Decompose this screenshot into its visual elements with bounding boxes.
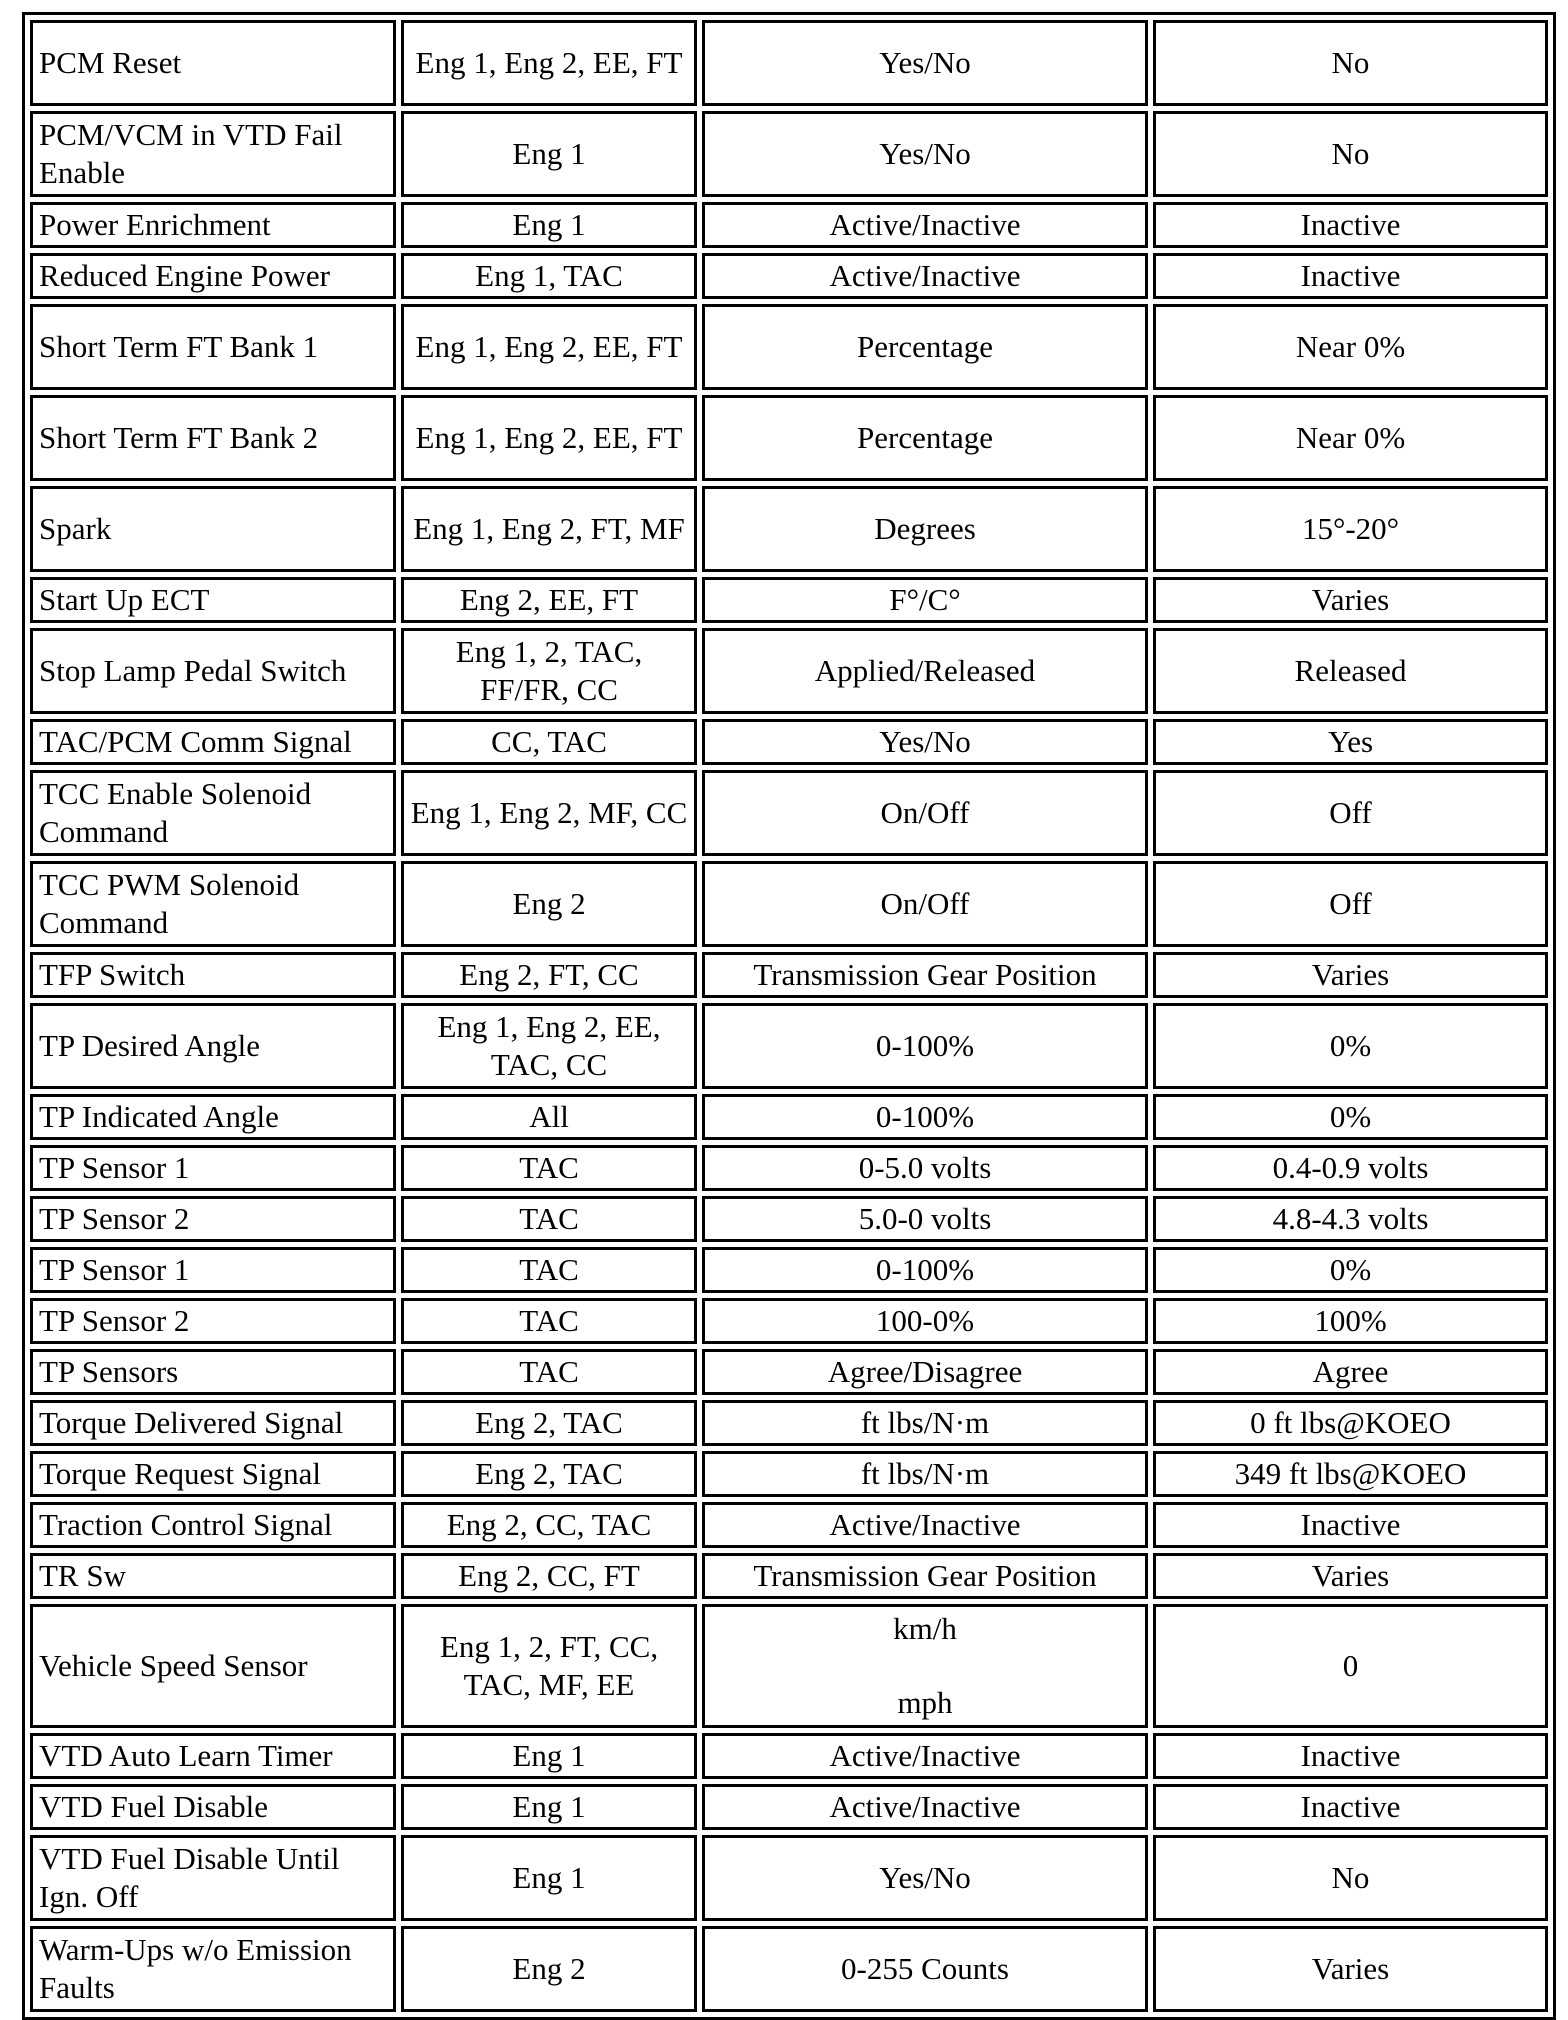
table-row (30, 1003, 1548, 1089)
parameter-cell: VTD Auto Learn Timer (30, 1733, 396, 1779)
units-cell: Active/Inactive (702, 1784, 1148, 1830)
typical-value-cell: Inactive (1153, 1733, 1548, 1779)
units-cell: Active/Inactive (702, 1733, 1148, 1779)
typical-value-cell: Inactive (1153, 202, 1548, 248)
parameter-cell: VTD Fuel Disable (30, 1784, 396, 1830)
table-row (30, 304, 1548, 390)
table-row (30, 861, 1548, 947)
typical-value-cell: Near 0% (1153, 304, 1548, 390)
typical-value-cell: Varies (1153, 1553, 1548, 1599)
typical-value-cell: Inactive (1153, 1502, 1548, 1548)
typical-value-cell: No (1153, 1835, 1548, 1921)
data-list-cell: Eng 1 (401, 111, 697, 197)
data-list-cell: Eng 1, Eng 2, EE, FT (401, 395, 697, 481)
data-list-cell: Eng 1, TAC (401, 253, 697, 299)
data-list-cell: All (401, 1094, 697, 1140)
data-list-cell: Eng 1 (401, 1784, 697, 1830)
units-cell: 0-100% (702, 1247, 1148, 1293)
data-list-cell: TAC (401, 1349, 697, 1395)
units-cell: ft lbs/N·m (702, 1451, 1148, 1497)
units-cell: Yes/No (702, 719, 1148, 765)
parameter-cell: PCM Reset (30, 20, 396, 106)
parameter-cell: Short Term FT Bank 1 (30, 304, 396, 390)
data-list-cell: TAC (401, 1247, 697, 1293)
table-row (30, 952, 1548, 998)
table-row (30, 1733, 1548, 1779)
parameter-cell: Start Up ECT (30, 577, 396, 623)
typical-value-cell: Varies (1153, 577, 1548, 623)
units-cell: Yes/No (702, 20, 1148, 106)
typical-value-cell: 0.4-0.9 volts (1153, 1145, 1548, 1191)
table-row (30, 1926, 1548, 2012)
units-line: mph (897, 1685, 953, 1720)
units-cell: ft lbs/N·m (702, 1400, 1148, 1446)
table-body (30, 20, 1548, 2012)
typical-value-cell: Off (1153, 861, 1548, 947)
units-cell: 0-100% (702, 1094, 1148, 1140)
data-list-cell: Eng 2, TAC (401, 1451, 697, 1497)
parameter-cell: TP Desired Angle (30, 1003, 396, 1089)
table-row (30, 1835, 1548, 1921)
typical-value-cell: Inactive (1153, 1784, 1548, 1830)
parameter-cell: TFP Switch (30, 952, 396, 998)
table-row (30, 719, 1548, 765)
parameter-cell: TCC Enable Solenoid Command (30, 770, 396, 856)
typical-value-cell: No (1153, 20, 1548, 106)
data-list-cell: Eng 1, Eng 2, EE, FT (401, 304, 697, 390)
table-row (30, 202, 1548, 248)
scan-data-table (22, 12, 1556, 2020)
data-list-cell: TAC (401, 1145, 697, 1191)
table-row (30, 1247, 1548, 1293)
table-row (30, 1349, 1548, 1395)
table-row (30, 1604, 1548, 1728)
units-line: km/h (893, 1611, 957, 1646)
parameter-cell: TCC PWM Solenoid Command (30, 861, 396, 947)
parameter-cell: TP Sensor 1 (30, 1247, 396, 1293)
parameter-cell: Spark (30, 486, 396, 572)
parameter-cell: TP Sensor 2 (30, 1298, 396, 1344)
table-row (30, 577, 1548, 623)
table-row (30, 20, 1548, 106)
table-row (30, 1784, 1548, 1830)
parameter-cell: Short Term FT Bank 2 (30, 395, 396, 481)
data-list-cell: Eng 1, Eng 2, EE, FT (401, 20, 697, 106)
data-list-cell: Eng 2, CC, FT (401, 1553, 697, 1599)
data-list-cell: Eng 1, Eng 2, FT, MF (401, 486, 697, 572)
parameter-cell: TP Sensor 2 (30, 1196, 396, 1242)
typical-value-cell: Varies (1153, 1926, 1548, 2012)
data-list-cell: Eng 1, 2, FT, CC, TAC, MF, EE (401, 1604, 697, 1728)
parameter-cell: VTD Fuel Disable Until Ign. Off (30, 1835, 396, 1921)
data-list-cell: Eng 2 (401, 1926, 697, 2012)
typical-value-cell: Yes (1153, 719, 1548, 765)
data-list-cell: Eng 1 (401, 202, 697, 248)
table-row (30, 628, 1548, 714)
units-stack (711, 1610, 1139, 1722)
units-cell: On/Off (702, 770, 1148, 856)
table-row (30, 253, 1548, 299)
units-cell (702, 1604, 1148, 1728)
parameter-cell: Power Enrichment (30, 202, 396, 248)
table-row (30, 1400, 1548, 1446)
units-cell: Transmission Gear Position (702, 952, 1148, 998)
parameter-cell: Torque Delivered Signal (30, 1400, 396, 1446)
data-list-cell: Eng 1 (401, 1835, 697, 1921)
data-list-cell: Eng 1, Eng 2, EE, TAC, CC (401, 1003, 697, 1089)
table-row (30, 1298, 1548, 1344)
table-row (30, 1094, 1548, 1140)
table-row (30, 111, 1548, 197)
typical-value-cell: Inactive (1153, 253, 1548, 299)
typical-value-cell: Released (1153, 628, 1548, 714)
units-cell: Yes/No (702, 111, 1148, 197)
parameter-cell: Vehicle Speed Sensor (30, 1604, 396, 1728)
typical-value-cell: 0% (1153, 1094, 1548, 1140)
units-cell: 5.0-0 volts (702, 1196, 1148, 1242)
table-row (30, 1502, 1548, 1548)
parameter-cell: Reduced Engine Power (30, 253, 396, 299)
data-list-cell: Eng 2, CC, TAC (401, 1502, 697, 1548)
typical-value-cell: Varies (1153, 952, 1548, 998)
parameter-cell: TR Sw (30, 1553, 396, 1599)
units-cell: 0-100% (702, 1003, 1148, 1089)
units-cell: F°/C° (702, 577, 1148, 623)
data-list-cell: Eng 1 (401, 1733, 697, 1779)
table-row (30, 486, 1548, 572)
units-cell: Transmission Gear Position (702, 1553, 1148, 1599)
units-cell: 100-0% (702, 1298, 1148, 1344)
units-cell: Active/Inactive (702, 202, 1148, 248)
data-list-cell: Eng 1, 2, TAC, FF/FR, CC (401, 628, 697, 714)
units-cell: Degrees (702, 486, 1148, 572)
data-list-cell: Eng 2 (401, 861, 697, 947)
units-cell: Active/Inactive (702, 253, 1148, 299)
parameter-cell: TP Indicated Angle (30, 1094, 396, 1140)
table-row (30, 770, 1548, 856)
typical-value-cell: 0 (1153, 1604, 1548, 1728)
typical-value-cell: 349 ft lbs@KOEO (1153, 1451, 1548, 1497)
units-cell: 0-255 Counts (702, 1926, 1148, 2012)
typical-value-cell: No (1153, 111, 1548, 197)
units-cell: Applied/Released (702, 628, 1148, 714)
table-row (30, 1553, 1548, 1599)
table-row (30, 395, 1548, 481)
typical-value-cell: 4.8-4.3 volts (1153, 1196, 1548, 1242)
typical-value-cell: Off (1153, 770, 1548, 856)
typical-value-cell: 15°-20° (1153, 486, 1548, 572)
units-cell: Yes/No (702, 1835, 1148, 1921)
parameter-cell: Warm-Ups w/o Emission Faults (30, 1926, 396, 2012)
parameter-cell: TP Sensor 1 (30, 1145, 396, 1191)
typical-value-cell: 0% (1153, 1247, 1548, 1293)
data-list-cell: TAC (401, 1196, 697, 1242)
parameter-cell: PCM/VCM in VTD Fail Enable (30, 111, 396, 197)
units-cell: Active/Inactive (702, 1502, 1148, 1548)
parameter-cell: TAC/PCM Comm Signal (30, 719, 396, 765)
units-cell: Agree/Disagree (702, 1349, 1148, 1395)
typical-value-cell: 0 ft lbs@KOEO (1153, 1400, 1548, 1446)
parameter-cell: Torque Request Signal (30, 1451, 396, 1497)
units-cell: 0-5.0 volts (702, 1145, 1148, 1191)
table-row (30, 1145, 1548, 1191)
parameter-cell: Stop Lamp Pedal Switch (30, 628, 396, 714)
parameter-cell: TP Sensors (30, 1349, 396, 1395)
typical-value-cell: 100% (1153, 1298, 1548, 1344)
units-cell: Percentage (702, 304, 1148, 390)
data-list-cell: Eng 2, FT, CC (401, 952, 697, 998)
units-cell: Percentage (702, 395, 1148, 481)
table-row (30, 1196, 1548, 1242)
data-list-cell: TAC (401, 1298, 697, 1344)
typical-value-cell: 0% (1153, 1003, 1548, 1089)
data-list-cell: Eng 1, Eng 2, MF, CC (401, 770, 697, 856)
data-list-cell: Eng 2, EE, FT (401, 577, 697, 623)
parameter-cell: Traction Control Signal (30, 1502, 396, 1548)
typical-value-cell: Near 0% (1153, 395, 1548, 481)
data-list-cell: CC, TAC (401, 719, 697, 765)
data-list-cell: Eng 2, TAC (401, 1400, 697, 1446)
units-cell: On/Off (702, 861, 1148, 947)
table-row (30, 1451, 1548, 1497)
typical-value-cell: Agree (1153, 1349, 1548, 1395)
